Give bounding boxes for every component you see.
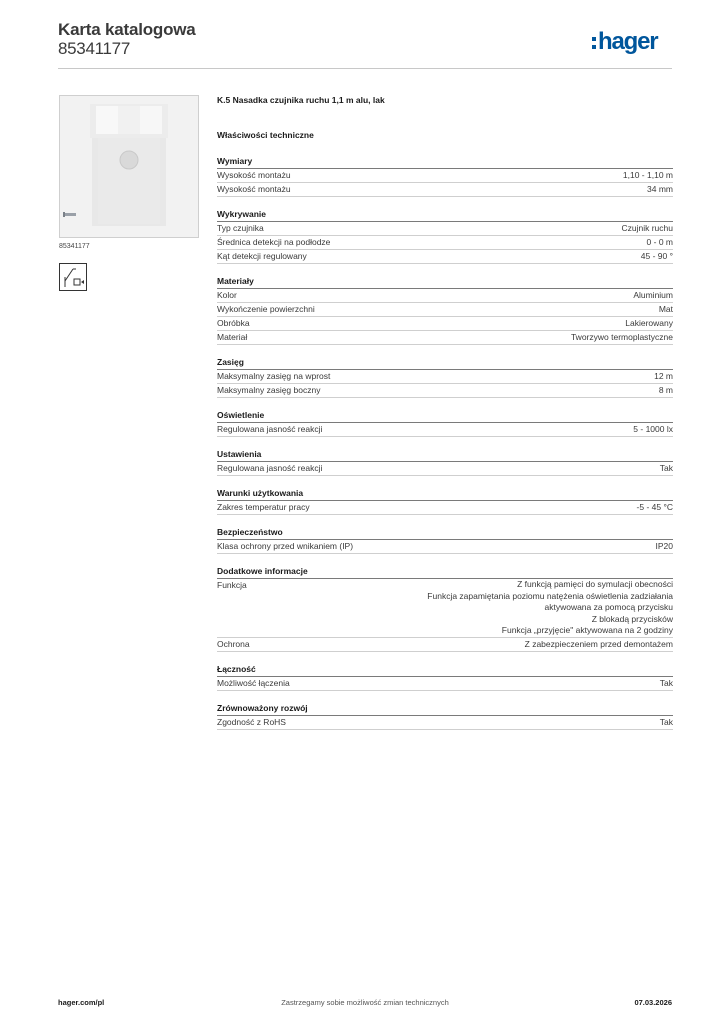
product-sensor-image (60, 96, 198, 237)
logo-text: hager (598, 28, 658, 55)
spec-value-line: Funkcja zapamiętania poziomu natężenia oświetlenia zadziałania (427, 590, 673, 601)
spec-value (623, 169, 673, 182)
spec-label: Obróbka (217, 318, 250, 328)
spec-row (217, 236, 673, 250)
spec-value (625, 317, 673, 330)
spec-value (659, 303, 673, 316)
spec-section (217, 664, 673, 691)
spec-value (660, 716, 673, 729)
spec-value-line: Lakierowany (625, 318, 673, 328)
spec-value (660, 462, 673, 475)
spec-value (647, 183, 673, 196)
spec-label: Ochrona (217, 638, 250, 649)
section-title: Ustawienia (217, 449, 673, 462)
spec-label: Maksymalny zasięg na wprost (217, 371, 331, 381)
spec-value (641, 250, 673, 263)
hager-logo[interactable] (592, 28, 657, 56)
spec-value-line: -5 - 45 °C (636, 502, 673, 512)
spec-row (217, 579, 673, 638)
spec-value-line: Aluminium (633, 290, 673, 300)
spec-value-line: Tworzywo termoplastyczne (570, 332, 673, 342)
footer-date: 07.03.2026 (634, 998, 672, 1007)
spec-row (217, 638, 673, 652)
section-title: Dodatkowe informacje (217, 566, 673, 579)
spec-section (217, 209, 673, 264)
spec-label: Typ czujnika (217, 223, 264, 233)
spec-value-line: 34 mm (647, 184, 673, 194)
page-title: Karta katalogowa (58, 20, 196, 39)
technical-properties-table (217, 156, 673, 742)
section-title: Bezpieczeństwo (217, 527, 673, 540)
spec-row (217, 716, 673, 730)
spec-value-line: IP20 (655, 541, 673, 551)
spec-section (217, 449, 673, 476)
spec-row (217, 303, 673, 317)
spec-section (217, 156, 673, 197)
spec-value (659, 384, 673, 397)
footer-disclaimer: Zastrzegamy sobie możliwość zmian technicznych (281, 998, 449, 1007)
spec-value (633, 423, 673, 436)
spec-section (217, 703, 673, 730)
spec-label: Kolor (217, 290, 237, 300)
spec-label: Średnica detekcji na podłodze (217, 237, 331, 247)
spec-label: Wysokość montażu (217, 170, 291, 180)
spec-value-line: Tak (659, 463, 673, 473)
spec-value-line: 1,10 - 1,10 m (622, 170, 673, 180)
spec-label: Materiał (217, 332, 248, 342)
spec-row (217, 183, 673, 197)
spec-row (217, 289, 673, 303)
product-code-label: 85341177 (59, 243, 90, 250)
product-title: K.5 Nasadka czujnika ruchu 1,1 m alu, lak (217, 95, 385, 105)
spec-value (647, 236, 673, 249)
spec-row (217, 250, 673, 264)
spec-section (217, 410, 673, 437)
spec-label: Wykończenie powierzchni (217, 304, 315, 314)
section-title: Zasięg (217, 357, 673, 370)
spec-section (217, 527, 673, 554)
spec-value-line: 45 - 90 ° (640, 251, 673, 261)
product-photo (59, 95, 199, 238)
section-title: Wymiary (217, 156, 673, 169)
section-title: Łączność (217, 664, 673, 677)
footer-website-link[interactable]: hager.com/pl (58, 998, 105, 1007)
motion-sensor-symbol-icon (59, 263, 87, 291)
spec-row (217, 169, 673, 183)
spec-row (217, 501, 673, 515)
section-title: Oświetlenie (217, 410, 673, 423)
spec-value-line: 8 m (658, 385, 673, 395)
spec-section (217, 357, 673, 398)
spec-row (217, 317, 673, 331)
spec-value (427, 579, 673, 637)
section-title: Zrównoważony rozwój (217, 703, 673, 716)
spec-value-line: Z blokadą przycisków (591, 613, 673, 624)
spec-value (633, 289, 673, 302)
section-title: Wykrywanie (217, 209, 673, 222)
spec-value (656, 540, 674, 553)
spec-row (217, 370, 673, 384)
spec-value (571, 331, 673, 344)
spec-label: Regulowana jasność reakcji (217, 463, 323, 473)
spec-value (525, 638, 673, 651)
spec-value (622, 222, 674, 235)
spec-row (217, 462, 673, 476)
spec-value (660, 677, 673, 690)
spec-value-line: aktywowana za pomocą przycisku (544, 602, 673, 612)
spec-section (217, 488, 673, 515)
spec-section (217, 566, 673, 652)
spec-row (217, 331, 673, 345)
spec-row (217, 540, 673, 554)
spec-label: Funkcja (217, 580, 247, 590)
spec-label: Wysokość montażu (217, 184, 291, 194)
spec-value-line: Tak (659, 677, 673, 688)
spec-label: Zgodność z RoHS (217, 716, 286, 727)
spec-label: Regulowana jasność reakcji (217, 424, 323, 434)
spec-value-line: Funkcja „przyjęcie" aktywowana na 2 godziny (501, 625, 673, 635)
spec-value-line: 0 - 0 m (646, 237, 673, 247)
logo-dots-icon (592, 37, 596, 49)
spec-value-line: Z zabezpieczeniem przed demontażem (524, 638, 673, 649)
technical-properties-heading: Właściwości techniczne (217, 130, 314, 140)
spec-value-line: 5 - 1000 lx (633, 424, 673, 434)
spec-label: Maksymalny zasięg boczny (217, 385, 321, 395)
header-divider (58, 68, 672, 69)
spec-row (217, 222, 673, 236)
spec-row (217, 677, 673, 691)
spec-value-line: 12 m (654, 371, 673, 381)
spec-value-line: Czujnik ruchu (621, 223, 673, 233)
spec-value (637, 501, 673, 514)
section-title: Warunki użytkowania (217, 488, 673, 501)
spec-label: Klasa ochrony przed wnikaniem (IP) (217, 541, 354, 551)
spec-value-line: Tak (659, 716, 673, 727)
spec-row (217, 384, 673, 398)
section-title: Materiały (217, 276, 673, 289)
spec-label: Możliwość łączenia (217, 677, 290, 688)
spec-value-line: Z funkcją pamięci do symulacji obecności (517, 579, 673, 589)
spec-value-line: Mat (658, 304, 673, 314)
spec-label: Zakres temperatur pracy (217, 502, 310, 512)
spec-label: Kąt detekcji regulowany (217, 251, 307, 261)
product-number: 85341177 (58, 39, 130, 58)
spec-row (217, 423, 673, 437)
spec-section (217, 276, 673, 345)
spec-value (654, 370, 673, 383)
